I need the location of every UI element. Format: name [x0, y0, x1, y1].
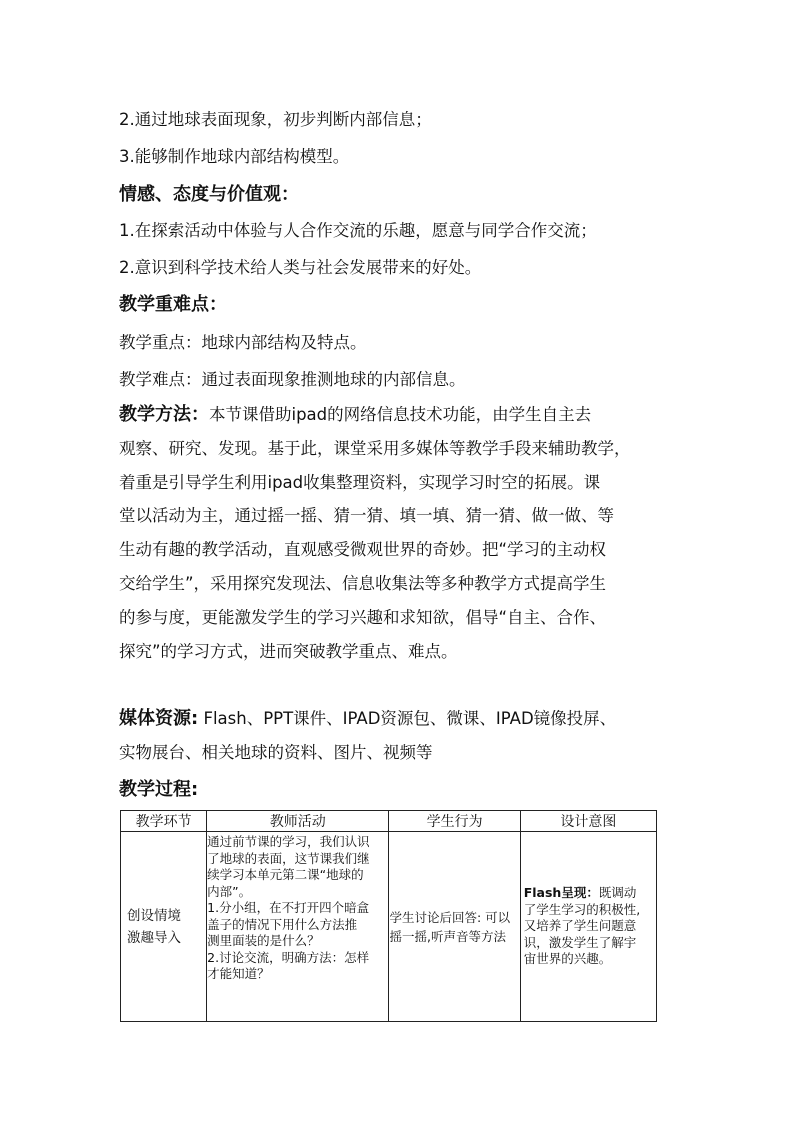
teacher-line: 续学习本单元第二课“地球的: [207, 867, 364, 882]
methods-line: 本节课借助ipad的网络信息技术功能，由学生自主去: [209, 405, 592, 424]
methods-lead: 教学方法：: [119, 404, 209, 425]
emotion-heading: 情感、态度与价值观：: [119, 184, 299, 205]
table-row: [121, 832, 657, 1022]
difficult-point-text: 教学难点：通过表面现象推测地球的内部信息。: [119, 370, 466, 389]
media-line: Flash、PPT课件、IPAD资源包、微课、IPAD镜像投屏、: [198, 709, 617, 728]
methods-line: 观察、研究、发现。基于此，课堂采用多媒体等教学手段来辅助教学，: [119, 438, 631, 458]
methods-line: 探究”的学习方式，进而突破教学重点、难点。: [119, 641, 458, 661]
stage-line: 激趣导入: [127, 929, 181, 946]
key-points-heading: 教学重难点：: [119, 294, 227, 315]
student-behavior-cell: [389, 832, 520, 1022]
flash-lead: Flash呈现：: [523, 885, 599, 901]
teacher-line: 1.分小组，在不打开四个暗盒: [207, 900, 370, 915]
teacher-line: 才能知道？: [207, 966, 270, 981]
teacher-line: 2.讨论交流，明确方法：怎样: [207, 949, 370, 965]
key-point-text: 教学重点：地球内部结构及特点。: [119, 333, 367, 352]
teacher-line: 了地球的表面，这节课我们继: [207, 850, 370, 866]
emotion-item-1: 1.在探索活动中体验与人合作交流的乐趣，愿意与同学合作交流；: [119, 221, 597, 240]
student-line: 摇一摇,听声音等方法: [389, 928, 506, 944]
teacher-activity-cell: [207, 832, 389, 1022]
table-header-row: [121, 811, 657, 832]
process-heading: 教学过程:: [119, 779, 199, 800]
stage-cell: [121, 832, 207, 1022]
methods-line: 交给学生”，采用探究发现法、信息收集法等多种教学方式提高学生: [119, 573, 607, 593]
media-lead: 媒体资源:: [119, 708, 199, 729]
methods-line: 生动有趣的教学活动，直观感受微观世界的奇妙。把“学习的主动权: [119, 540, 607, 560]
methods-line: 着重是引导学生利用ipad收集整理资料，实现学习时空的拓展。课: [119, 472, 601, 492]
header-stage: 教学环节: [121, 811, 207, 832]
intent-line: 了学生学习的积极性,: [523, 901, 641, 917]
design-intent-cell: [520, 832, 656, 1022]
media-paragraph: [119, 709, 679, 777]
header-student: 学生行为: [389, 811, 520, 832]
teacher-line: 测里面装的是什么？: [207, 933, 320, 948]
teacher-line: 内部”。: [207, 883, 252, 899]
ability-item-2: 2.通过地球表面现象，初步判断内部信息；: [119, 110, 432, 129]
methods-paragraph: [119, 405, 679, 675]
media-line: 实物展台、相关地球的资料、图片、视频等: [119, 742, 433, 762]
teacher-line: 盖子的情况下用什么方法推: [207, 916, 358, 932]
student-line: 学生讨论后回答: 可以: [389, 909, 511, 925]
header-teacher: 教师活动: [207, 811, 389, 832]
intent-line: 又培养了学生问题意: [523, 918, 637, 934]
intent-line: 既调动: [598, 885, 637, 901]
intent-line: 宙世界的兴趣。: [523, 951, 612, 967]
process-table: [120, 810, 657, 1022]
intent-line: 识，激发学生了解宇: [523, 934, 637, 950]
teacher-line: 通过前节课的学习，我们认识: [207, 834, 370, 849]
emotion-item-2: 2.意识到科学技术给人类与社会发展带来的好处。: [119, 258, 482, 277]
stage-line: 创设情境: [127, 907, 181, 924]
methods-line: 堂以活动为主，通过摇一摇、猜一猜、填一填、猜一猜、做一做、等: [119, 506, 614, 526]
ability-item-3: 3.能够制作地球内部结构模型。: [119, 147, 350, 166]
methods-line: 的参与度，更能激发学生的学习兴趣和求知欲，倡导“自主、合作、: [119, 607, 607, 627]
header-intent: 设计意图: [520, 811, 656, 832]
